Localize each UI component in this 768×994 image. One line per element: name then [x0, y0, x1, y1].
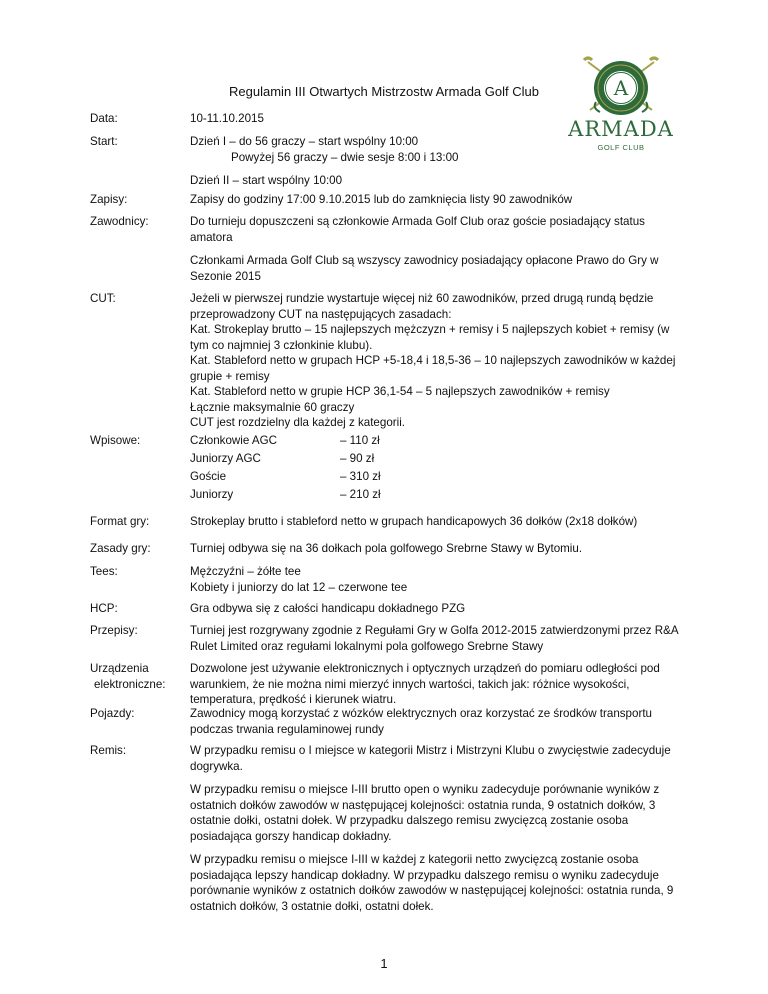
- fee-name: Goście: [190, 470, 227, 483]
- label-format: Format gry:: [90, 515, 150, 528]
- zawodnicy-paragraph-2: Członkami Armada Golf Club są wszyscy zawodnicy posiadający opłacone Prawo do Gry w Sezonie 2015: [190, 254, 659, 283]
- document-title: Regulamin III Otwartych Mistrzostw Armada Golf Club: [229, 84, 539, 99]
- fee-row: [190, 451, 680, 469]
- label-urzadzenia-line-1: Urządzenia: [90, 662, 149, 675]
- label-urzadzenia: [90, 661, 186, 692]
- start-line-1: Dzień I – do 56 graczy – start wspólny 10:00: [190, 135, 419, 148]
- cut-line: Jeżeli w pierwszej rundzie wystartuje więcej niż 60 zawodników, przed drugą rundą będzie przeprowadzony CUT na następujących zasadach:: [190, 292, 654, 321]
- value-pojazdy: Zawodnicy mogą korzystać z wózków elektrycznych oraz korzystać ze środków transportu podczas trwania regulaminowej rundy: [190, 707, 652, 736]
- value-zasady: Turniej odbywa się na 36 dołkach pola golfowego Srebrne Stawy w Bytomiu.: [190, 542, 583, 555]
- value-hcp: Gra odbywa się z całości handicapu dokładnego PZG: [190, 602, 466, 615]
- tees-line-2: Kobiety i juniorzy do lat 12 – czerwone tee: [190, 580, 408, 594]
- value-start: [190, 134, 680, 189]
- value-tees: [190, 564, 680, 595]
- label-cut: CUT:: [90, 292, 116, 305]
- start-line-3: Dzień II – start wspólny 10:00: [190, 174, 343, 187]
- cut-line: CUT jest rozdzielny dla każdej z kategorii.: [190, 416, 406, 429]
- svg-text:A: A: [613, 76, 629, 100]
- remis-paragraph-3: W przypadku remisu o miejsce I-III w każdej z kategorii netto zwycięzcą zostanie osoba posiadająca lepszy handicap dokładny. W przypadku dalszego remisu o wyniku zadecyduje porównanie wyników z ostatnich dołków zawodów w następującej kolejności: ostatnia runda, 9 ostatnich dołków, 3 ostatnie dołki, ostatni dołek.: [190, 853, 674, 913]
- svg-text:ARMADA: ARMADA: [568, 117, 674, 141]
- value-data: 10-11.10.2015: [190, 112, 264, 125]
- cut-line: Kat. Strokeplay brutto – 15 najlepszych mężczyzn + remisy i 5 najlepszych kobiet + remisy (w tym co najmniej 3 członkinie klubu).: [190, 323, 670, 352]
- value-format: Strokeplay brutto i stableford netto w grupach handicapowych 36 dołków (2x18 dołków): [190, 515, 638, 528]
- value-zawodnicy: [190, 214, 680, 284]
- start-line-2: Powyżej 56 graczy – dwie sesje 8:00 i 13:00: [231, 150, 459, 164]
- tees-line-1: Mężczyźni – żółte tee: [190, 565, 301, 578]
- label-tees: Tees:: [90, 565, 118, 578]
- label-zasady: Zasady gry:: [90, 542, 151, 555]
- fee-row: [190, 487, 680, 505]
- fee-name: Juniorzy: [190, 488, 234, 501]
- value-zapisy: Zapisy do godziny 17:00 9.10.2015 lub do zamknięcia listy 90 zawodników: [190, 193, 573, 206]
- label-remis: Remis:: [90, 744, 127, 757]
- fee-name: Członkowie AGC: [190, 434, 277, 447]
- value-remis: [190, 743, 680, 914]
- fee-amount: – 90 zł: [340, 452, 375, 465]
- cut-line: Łącznie maksymalnie 60 graczy: [190, 400, 355, 414]
- label-przepisy: Przepisy:: [90, 624, 138, 637]
- value-przepisy: Turniej jest rozgrywany zgodnie z Regułami Gry w Golfa 2012-2015 zatwierdzonymi przez R&A Rulet Limited oraz regułami lokalnymi pola golfowego Srebrne Stawy: [190, 624, 679, 653]
- remis-paragraph-2: W przypadku remisu o miejsce I-III brutto open o wyniku zadecyduje porównanie wyników z ostatnich dołków zawodów w następującej kolejności: ostatnia runda, 9 ostatnich dołków, 3 ostatnie dołki, ostatni dołek. W przypadku dalszego remisu zwycięzcą zostanie osoba posiadająca gorszy handicap dokładny.: [190, 783, 660, 843]
- label-hcp: HCP:: [90, 602, 118, 615]
- zawodnicy-paragraph-1: Do turnieju dopuszczeni są członkowie Armada Golf Club oraz goście posiadający status amatora: [190, 215, 645, 244]
- label-zapisy: Zapisy:: [90, 193, 128, 206]
- label-wpisowe: Wpisowe:: [90, 434, 141, 447]
- remis-paragraph-1: W przypadku remisu o I miejsce w kategorii Mistrz i Mistrzyni Klubu o zwycięstwie zadecyduje dogrywka.: [190, 744, 671, 773]
- cut-line: Kat. Stableford netto w grupach HCP +5-18,4 i 18,5-36 – 10 najlepszych zawodników w każdej grupie + remisy: [190, 354, 676, 383]
- label-data: Data:: [90, 112, 118, 125]
- value-urzadzenia: Dozwolone jest używanie elektronicznych i optycznych urządzeń do pomiaru odległości pod warunkiem, że nie można nimi mierzyć innych wartości, takich jak: różnice wysokości, temperatura, prędkość i kierunek wiatru.: [190, 662, 660, 706]
- svg-text:GOLF CLUB: GOLF CLUB: [597, 143, 645, 152]
- label-start: Start:: [90, 135, 118, 148]
- fee-row: [190, 433, 680, 451]
- label-pojazdy: Pojazdy:: [90, 707, 135, 720]
- fee-amount: – 310 zł: [340, 470, 381, 483]
- value-wpisowe: [190, 433, 680, 505]
- label-zawodnicy: Zawodnicy:: [90, 215, 149, 228]
- page-number: 1: [380, 956, 388, 971]
- cut-line: Kat. Stableford netto w grupie HCP 36,1-54 – 5 najlepszych zawodników + remisy: [190, 385, 610, 398]
- fee-amount: – 110 zł: [340, 434, 380, 447]
- fee-row: [190, 469, 680, 487]
- label-urzadzenia-line-2: elektroniczne:: [94, 677, 166, 691]
- value-cut: [190, 291, 680, 431]
- fee-name: Juniorzy AGC: [190, 452, 261, 465]
- fee-amount: – 210 zł: [340, 488, 381, 501]
